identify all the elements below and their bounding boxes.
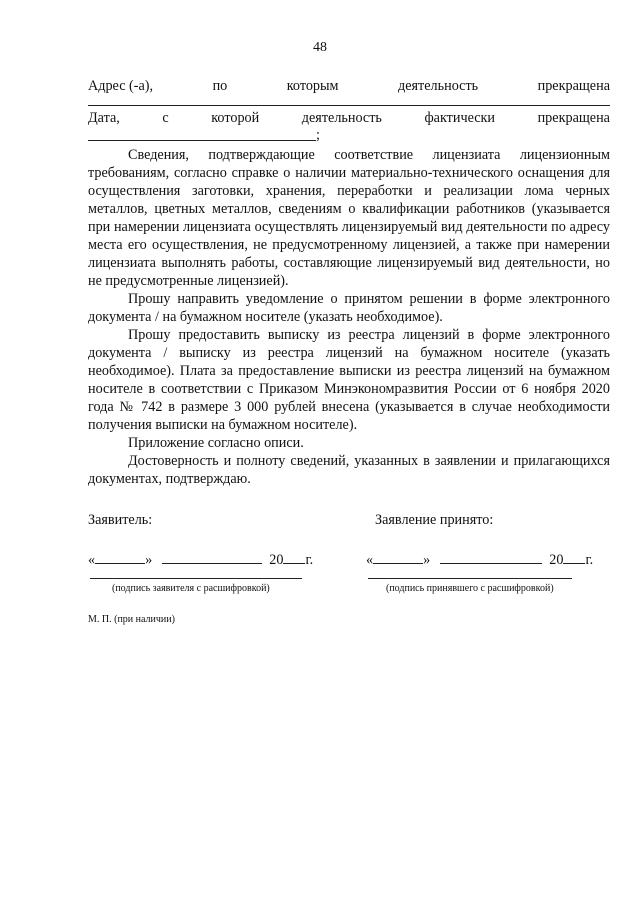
applicant-label: Заявитель: bbox=[88, 512, 153, 528]
applicant-signature-line bbox=[90, 578, 302, 579]
accepted-signature-line bbox=[368, 578, 572, 579]
accepted-caption: (подпись принявшего с расшифровкой) bbox=[386, 583, 554, 594]
date-word: с bbox=[162, 110, 169, 126]
address-word: прекращена bbox=[537, 78, 610, 94]
paragraph-certification: Достоверность и полноту сведений, указанных в заявлении и прилагающихся документах, подтверждаю. bbox=[88, 453, 610, 487]
month-blank bbox=[162, 549, 262, 564]
paragraph-license-requirements: Сведения, подтверждающие соответствие лицензиата лицензионным требованиям, согласно справке о наличии материально-технического оснащения для осуществления заготовки, хранения, переработки и реализации лома черных металлов, цветных металлов, сведениям о квалификации работников (указывается при намерении лицензиата осуществлять лицензируемый вид деятельности по адресу места его осуществления, не предусмотренному лицензией, а также при намерении лицензиата выполнять работы, составляющие лицензируемый вид деятельности, но не предусмотренные лицензией). bbox=[88, 147, 610, 289]
address-word: деятельность bbox=[398, 78, 479, 94]
address-word: Адрес (-а), bbox=[88, 78, 154, 94]
address-word: которым bbox=[286, 78, 339, 94]
address-line bbox=[88, 77, 610, 95]
date-word: фактически bbox=[424, 110, 496, 126]
accepted-label: Заявление принято: bbox=[375, 512, 494, 528]
year-blank bbox=[283, 549, 305, 564]
body-paragraphs bbox=[88, 146, 610, 488]
address-word: по bbox=[212, 78, 228, 94]
paragraph-extract-request: Прошу предоставить выписку из реестра лицензий в форме электронного документа / выписку из реестра лицензий на бумажном носителе (указать необходимое). Плата за предоставление выписки из реестра лицензий на бумажном носителе в соответствии с Приказом Минэкономразвития России от 6 ноября 2020 года № 742 в размере 3 000 рублей внесена (указывается в случае необходимости получения выписки на бумажном носителе). bbox=[88, 327, 610, 433]
page-number: 48 bbox=[313, 40, 327, 55]
stamp-note: М. П. (при наличии) bbox=[88, 614, 175, 625]
date-word: Дата, bbox=[88, 110, 120, 126]
paragraph-attachments: Приложение согласно описи. bbox=[128, 435, 304, 451]
applicant-caption: (подпись заявителя с расшифровкой) bbox=[112, 583, 270, 594]
day-blank bbox=[95, 549, 145, 564]
date-word: прекращена bbox=[537, 110, 610, 126]
year-blank bbox=[563, 549, 585, 564]
date-fill-line bbox=[88, 140, 316, 141]
date-word: которой bbox=[211, 110, 260, 126]
date-line-end: ; bbox=[316, 127, 320, 143]
address-fill-line bbox=[88, 105, 610, 106]
date-line bbox=[88, 109, 610, 127]
accepted-date: « » 20 г. bbox=[366, 549, 593, 569]
month-blank bbox=[440, 549, 542, 564]
day-blank bbox=[373, 549, 423, 564]
paragraph-notification: Прошу направить уведомление о принятом решении в форме электронного документа / на бумажном носителе (указать необходимое). bbox=[88, 291, 610, 325]
date-word: деятельность bbox=[301, 110, 382, 126]
applicant-date: « » 20 г. bbox=[88, 549, 313, 569]
